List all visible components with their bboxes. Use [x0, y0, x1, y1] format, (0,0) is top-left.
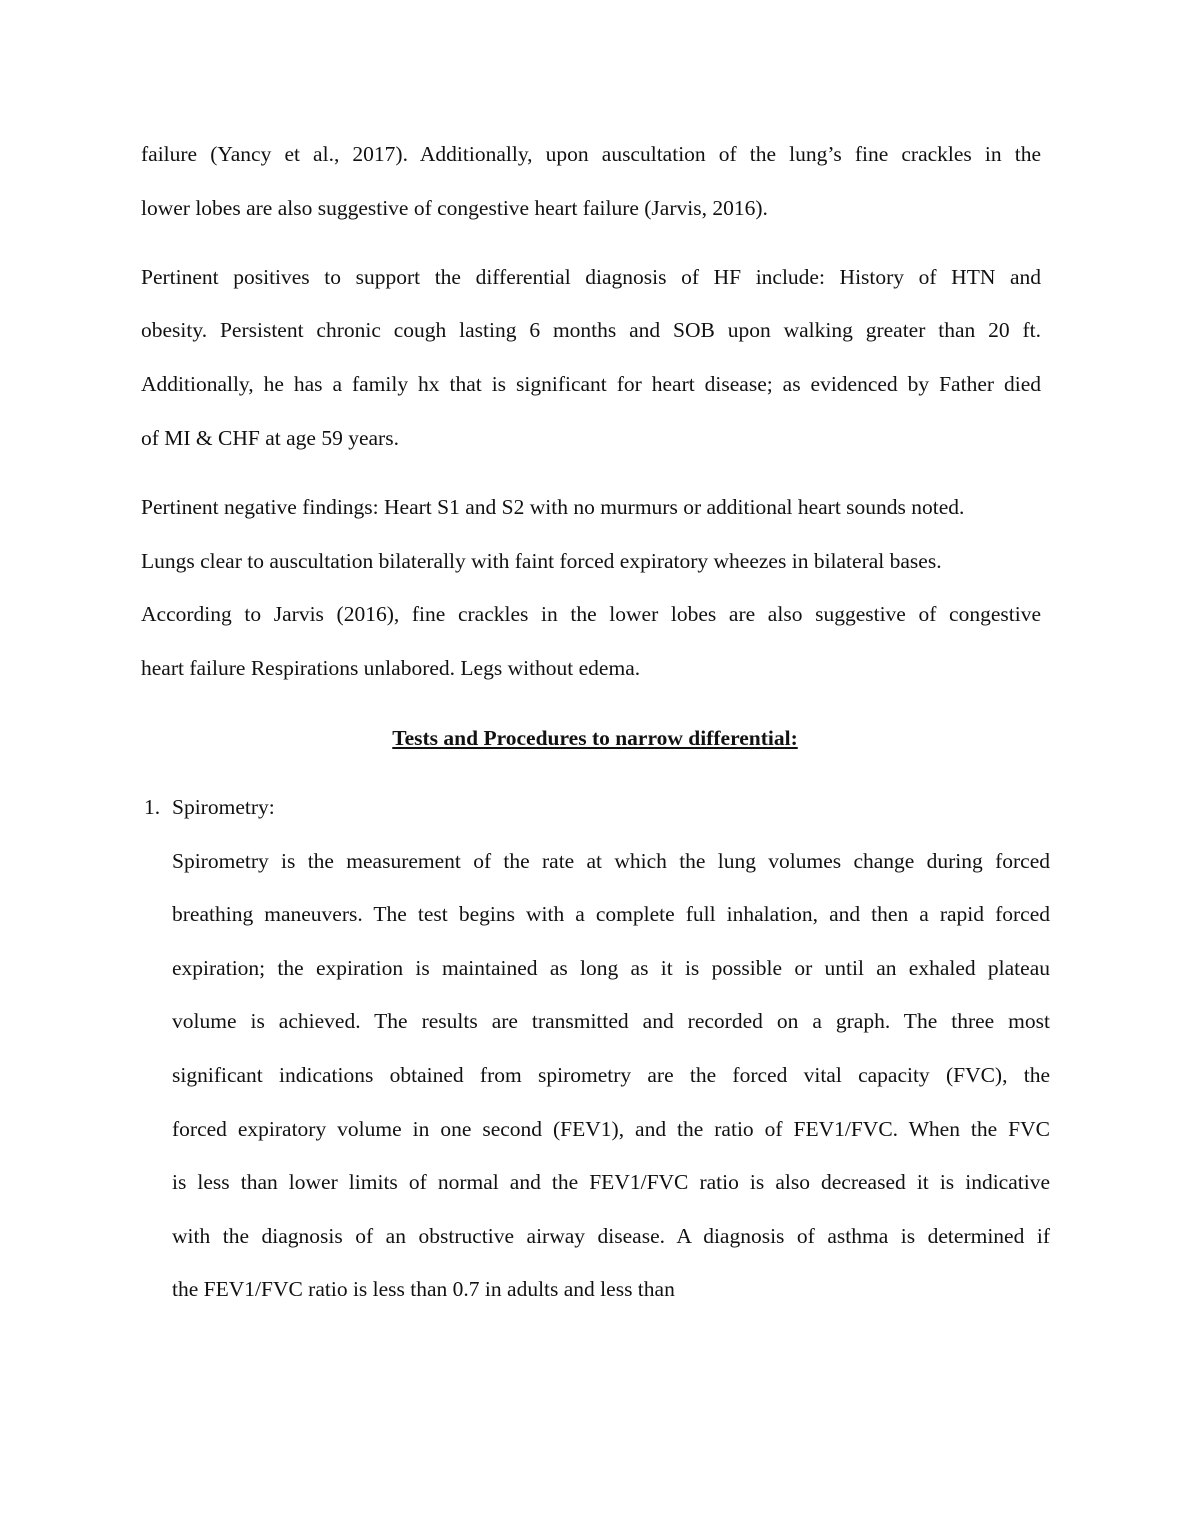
paragraph-3-line-1: Pertinent negative findings: Heart S1 and S2 with no murmurs or additional heart sounds noted. [141, 495, 965, 519]
list-item-title: Spirometry: [172, 795, 275, 819]
list-item-body-line-5: significant indications obtained from spirometry are the forced vital capacity (FVC), the [172, 1063, 1050, 1087]
paragraph-3-line-2: Lungs clear to auscultation bilaterally with faint forced expiratory wheezes in bilateral bases. [141, 549, 942, 573]
list-item-body-line-3: expiration; the expiration is maintained as long as it is possible or until an exhaled plateau [172, 956, 1050, 980]
paragraph-2-line-1: Pertinent positives to support the differential diagnosis of HF include: History of HTN and [141, 265, 1041, 289]
paragraph-1-line-1: failure (Yancy et al., 2017). Additionally, upon auscultation of the lung’s fine crackles in the [141, 142, 1041, 166]
section-heading: Tests and Procedures to narrow differential: [392, 726, 798, 750]
paragraph-3-line-4: heart failure Respirations unlabored. Legs without edema. [141, 656, 641, 680]
list-item-body-line-9: the FEV1/FVC ratio is less than 0.7 in adults and less than [172, 1277, 675, 1301]
paragraph-2-line-3: Additionally, he has a family hx that is significant for heart disease; as evidenced by Father died [141, 372, 1041, 396]
list-item-number: 1. [144, 795, 161, 819]
list-item-body-line-6: forced expiratory volume in one second (FEV1), and the ratio of FEV1/FVC. When the FVC [172, 1117, 1050, 1141]
paragraph-3-line-3: According to Jarvis (2016), fine crackles in the lower lobes are also suggestive of congestive [141, 602, 1041, 626]
list-item-body-line-8: with the diagnosis of an obstructive airway disease. A diagnosis of asthma is determined if [172, 1224, 1050, 1248]
list-item-body-line-2: breathing maneuvers. The test begins with a complete full inhalation, and then a rapid forced [172, 902, 1050, 926]
paragraph-1-line-2: lower lobes are also suggestive of congestive heart failure (Jarvis, 2016). [141, 196, 768, 220]
list-item-body-line-7: is less than lower limits of normal and the FEV1/FVC ratio is also decreased it is indicative [172, 1170, 1050, 1194]
paragraph-2-line-2: obesity. Persistent chronic cough lasting 6 months and SOB upon walking greater than 20 ft. [141, 318, 1041, 342]
paragraph-2-line-4: of MI & CHF at age 59 years. [141, 426, 399, 450]
list-item-body-line-1: Spirometry is the measurement of the rate at which the lung volumes change during forced [172, 849, 1050, 873]
list-item-body-line-4: volume is achieved. The results are transmitted and recorded on a graph. The three most [172, 1009, 1050, 1033]
